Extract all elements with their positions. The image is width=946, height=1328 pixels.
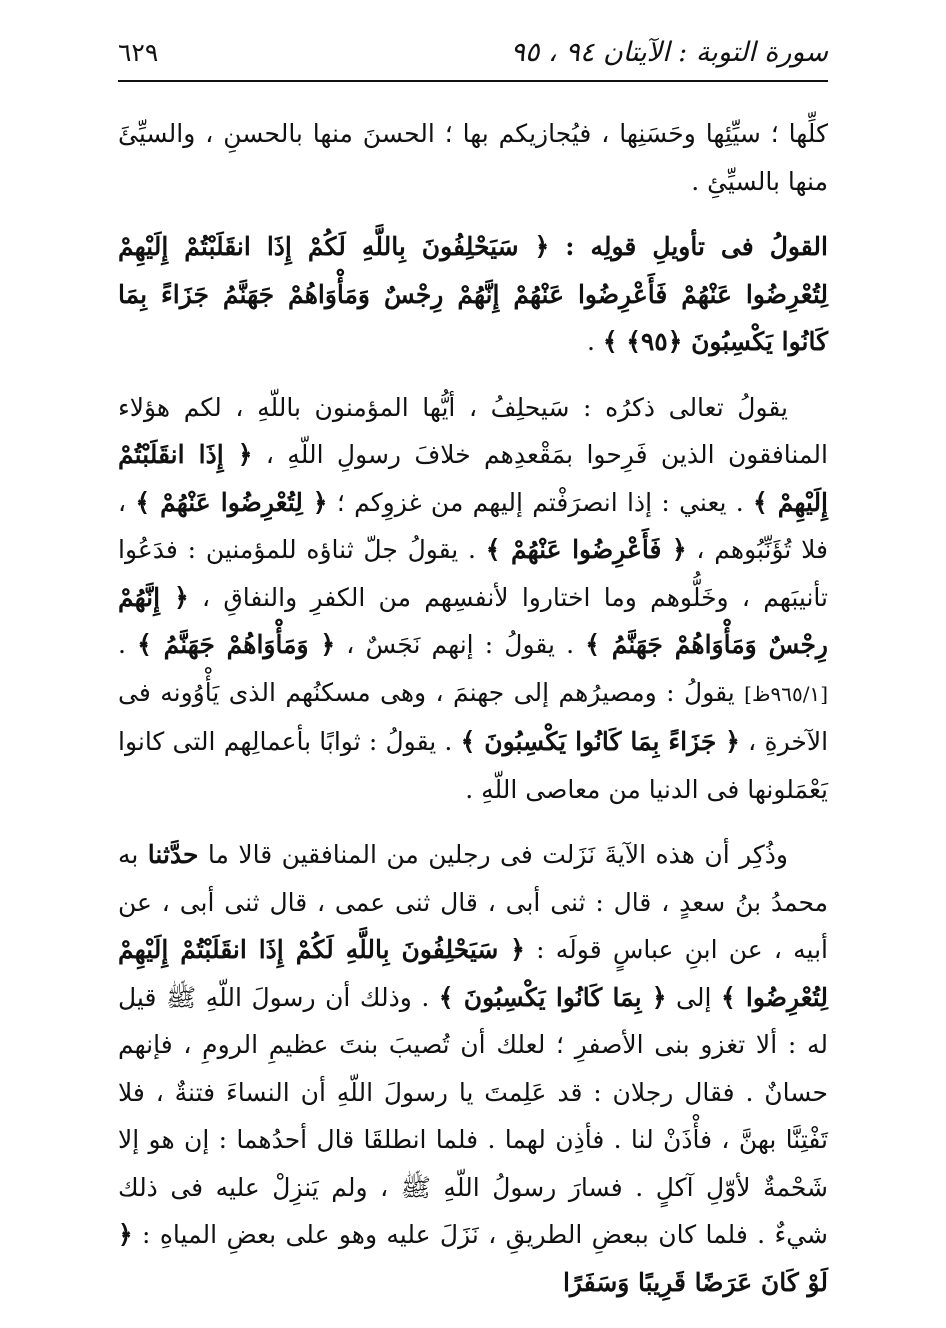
bold-heading-text: القولُ فى تأويلِ قولِه :: [549, 232, 828, 261]
paragraph-text: . وذلك أن رسولَ اللّهِ ﷺ قيل له : ألا تغزو بنى الأصفرِ ؛ لعلك أن تُصيبَ بنتَ عظيمِ الرومِ ، فإنهم حسانٌ . فقال رجلان : قد عَلِمتَ يا رسولَ اللّهِ أن النساءَ فتنةٌ ، فلا تَفْتِنَّا بهنَّ ، فأْذَنْ لنا . فأذِن لهما . فلما انطلقَا قال أحدُهما : إن هو إلا شَحْمةٌ لأوّلِ آكلٍ . فسارَ رسولُ اللّهِ ﷺ ، ولم يَنزِلْ عليه فى ذلك شيءٌ . فلما كان ببعضِ الطريقِ ، نَزَلَ عليه وهو على بعضِ المياهِ :: [118, 982, 828, 1249]
paragraph-text: . يعني : إذا انصرَفْتم إليهم من غزوِكم ؛: [327, 487, 754, 517]
paragraph: [118, 223, 828, 366]
paragraph-text: يقولُ تعالى ذكرُه : سَيحلِفُ ، أيُّها المؤمنون باللّهِ ، لكم هؤلاء المنافقون الذين فَرِحوا بمَقْعدِهم خلافَ رسولِ اللّهِ ،: [118, 392, 828, 469]
running-title: سورة التوبة : الآيتان ٩٤ ، ٩٥: [510, 36, 828, 68]
paragraph-text: .: [586, 327, 603, 356]
page-number: ٦٢٩: [118, 37, 159, 67]
quran-quote: ﴿ سَيَحْلِفُونَ بِاللَّهِ لَكُمْ إِذَا انقَلَبْتُمْ إِلَيْهِمْ لِتُعْرِضُوا عَنْهُمْ فَأَعْرِضُوا عَنْهُمْ إِنَّهُمْ رِجْسٌ وَمَأْوَاهُمْ جَهَنَّمُ جَزَاءً بِمَا كَانُوا يَكْسِبُونَ ﴿٩٥﴾ ﴾: [118, 232, 828, 356]
paragraph-text: .: [118, 630, 138, 659]
quran-quote: ﴿ لَوْ كَانَ عَرَضًا قَرِيبًا وَسَفَرًا: [118, 1220, 828, 1297]
quran-quote: ﴿ إِنَّهُمْ رِجْسٌ وَمَأْوَاهُمْ جَهَنَّمُ ﴾: [118, 582, 828, 659]
paragraph-text: إلى: [666, 982, 721, 1012]
bold-heading-text: حدَّثنا: [147, 840, 199, 869]
paragraph-text: ، فلا تُؤَنِّبُوهم ،: [118, 487, 829, 564]
quran-quote: ﴿ جَزَاءً بِمَا كَانُوا يَكْسِبُونَ ﴾: [460, 727, 740, 756]
header-rule: [118, 80, 828, 82]
paragraph-text: وذُكِر أن هذه الآيةَ نَزَلت فى رجلين من المنافقين قالا ما: [198, 840, 789, 869]
paragraph-text: به محمدُ بنُ سعدٍ ، قال : ثنى أبى ، قال ثنى عمى ، قال ثنى أبى ، عن أبيه ، عن ابنِ عباسٍ قولَه :: [118, 840, 828, 964]
paragraph-text: يقولُ : ومصيرُهم إلى جهنمَ ، وهى مسكنُهم الذى يَأْوُونه فى الآخرةِ ،: [118, 677, 829, 756]
quran-quote: ﴿ لِتُعْرِضُوا عَنْهُمْ ﴾: [135, 487, 328, 517]
quran-quote: ﴿ وَمَأْوَاهُمْ جَهَنَّمُ ﴾: [137, 630, 336, 659]
quran-quote: ﴿ فَأَعْرِضُوا عَنْهُمْ ﴾: [485, 535, 687, 564]
page-header: [118, 30, 828, 74]
paragraph-text: . يقولُ : ثوابًا بأعمالِهم التى كانوا يَعْمَلونها فى الدنيا من معاصى اللّهِ .: [118, 727, 828, 804]
paragraph: [118, 110, 828, 205]
paragraph-text: . يقولُ : إنهم نَجَسٌ ،: [335, 630, 586, 659]
quran-quote: ﴿ إِذَا انقَلَبْتُمْ إِلَيْهِمْ ﴾: [118, 440, 829, 517]
quran-quote: ﴿ بِمَا كَانُوا يَكْسِبُونَ ﴾: [438, 982, 667, 1012]
paragraph-text: كلِّها ؛ سيِّئِها وحَسَنِها ، فيُجازيكم بها ؛ الحسنَ منها بالحسنِ ، والسيِّئَ منها بالسيِّئِ .: [118, 119, 828, 196]
paragraph: [118, 831, 828, 1306]
page-reference: [٩٦٥/١ظ]: [744, 681, 828, 706]
paragraph: [118, 384, 828, 814]
paragraph-text: . يقولُ جلّ ثناؤه للمؤمنين : فدَعُوا تأنيبَهم ، وخَلُّوهم وما اختاروا لأنفسِهم من الكفرِ والنفاقِ ،: [118, 535, 829, 612]
body-text: [118, 110, 828, 1324]
quran-quote: ﴿ سَيَحْلِفُونَ بِاللَّهِ لَكُمْ إِذَا انقَلَبْتُمْ إِلَيْهِمْ لِتُعْرِضُوا ﴾: [118, 935, 828, 1012]
